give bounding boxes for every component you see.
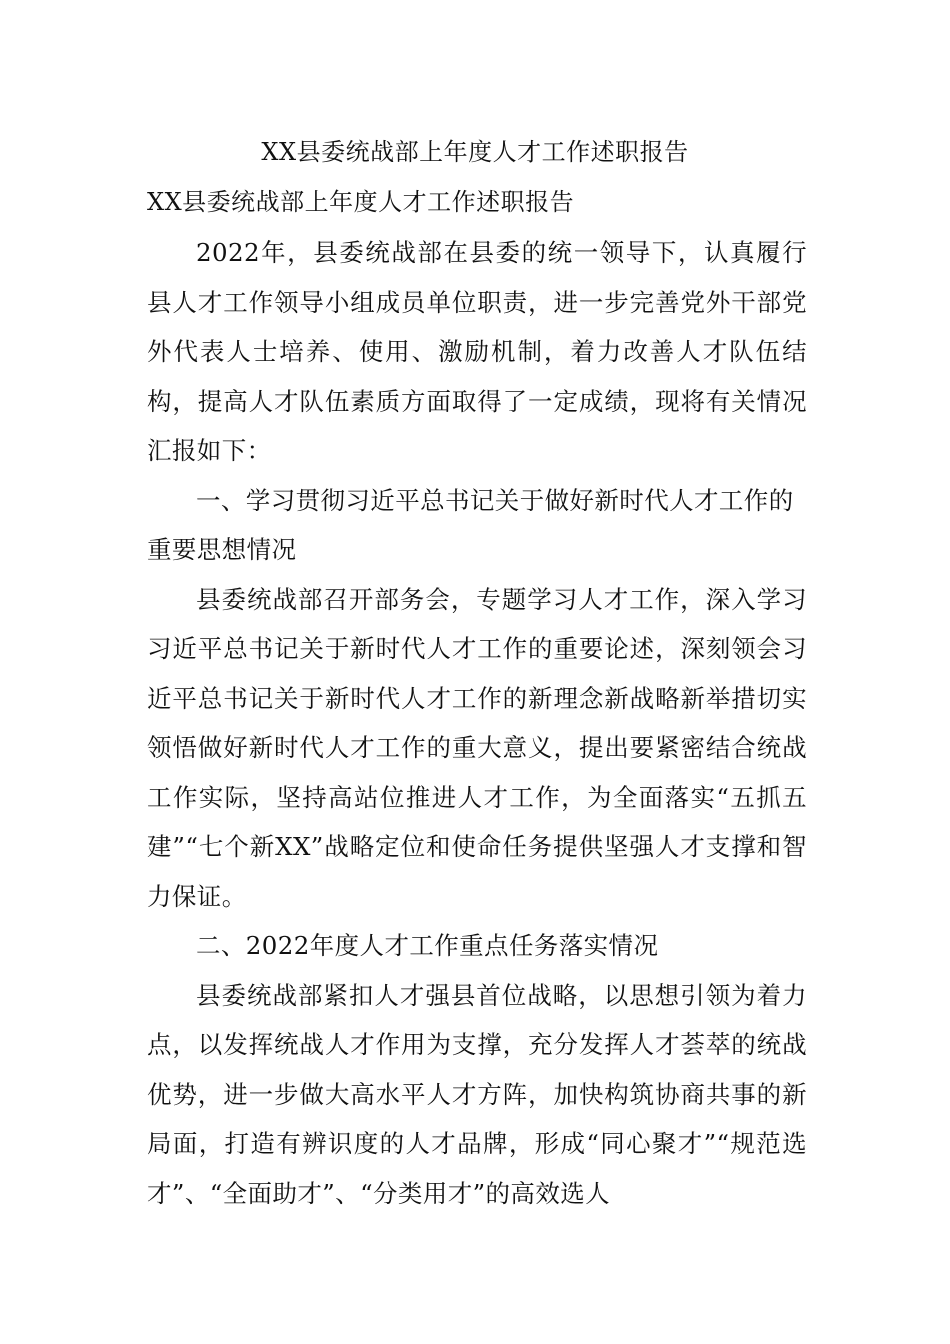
document-body — [147, 228, 807, 1218]
document-title: XX县委统战部上年度人才工作述职报告 — [261, 138, 689, 166]
section-1-paragraph: 县委统战部召开部务会，专题学习人才工作，深入学习习近平总书记关于新时代人才工作的重要论述，深刻领会习近平总书记关于新时代人才工作的新理念新战略新举措切实领悟做好新时代人才工作的重大意义，提出要紧密结合统战工作实际，坚持高站位推进人才工作，为全面落实“五抓五建”“七个新XX”战略定位和使命任务提供坚强人才支撑和智力保证。 — [147, 584, 807, 911]
section-heading-1: 一、学习贯彻习近平总书记关于做好新时代人才工作的重要思想情况 — [147, 485, 794, 564]
section-heading-2: 二、2022年度人才工作重点任务落实情况 — [196, 931, 659, 960]
intro-paragraph: 2022年，县委统战部在县委的统一领导下，认真履行县人才工作领导小组成员单位职责，进一步完善党外干部党外代表人士培养、使用、激励机制，着力改善人才队伍结构，提高人才队伍素质方面取得了一定成绩，现将有关情况汇报如下： — [147, 238, 807, 465]
document-subtitle: XX县委统战部上年度人才工作述职报告 — [147, 188, 575, 216]
section-2-paragraph: 县委统战部紧扣人才强县首位战略，以思想引领为着力点，以发挥统战人才作用为支撑，充分发挥人才荟萃的统战优势，进一步做大高水平人才方阵，加快构筑协商共事的新局面，打造有辨识度的人才品牌，形成“同心聚才”“规范选才”、“全面助才”、“分类用才”的高效选人 — [147, 980, 807, 1208]
